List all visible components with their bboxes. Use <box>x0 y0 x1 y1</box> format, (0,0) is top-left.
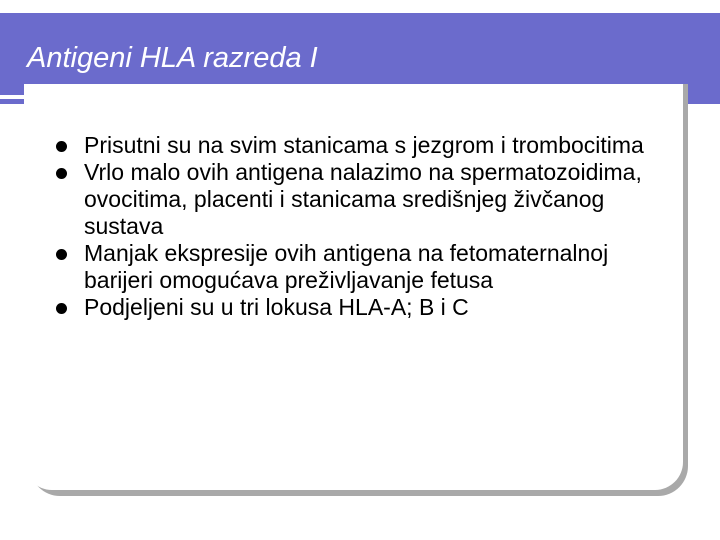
bullet-list <box>56 132 656 321</box>
bullet-dot-icon <box>56 303 67 314</box>
bullet-dot-icon <box>56 249 67 260</box>
bullet-dot-icon <box>56 141 67 152</box>
bullet-text: Manjak ekspresije ovih antigena na fetomaternalnoj barijeri omogućava preživljavanje fetusa <box>84 240 609 293</box>
slide-title: Antigeni HLA razreda I <box>27 42 318 74</box>
bullet-text: Vrlo malo ovih antigena nalazimo na spermatozoidima, ovocitima, placenti i stanicama središnjeg živčanog sustava <box>84 159 642 239</box>
bullet-text: Prisutni su na svim stanicama s jezgrom i trombocitima <box>84 132 644 158</box>
title-underline-strip <box>0 95 636 99</box>
bullet-item-1 <box>56 132 656 159</box>
bullet-dot-icon <box>56 168 67 179</box>
bullet-item-2 <box>56 159 656 240</box>
bullet-item-3 <box>56 240 656 294</box>
bullet-text: Podjeljeni su u tri lokusa HLA-A; B i C <box>84 294 469 320</box>
bullet-item-4 <box>56 294 656 321</box>
